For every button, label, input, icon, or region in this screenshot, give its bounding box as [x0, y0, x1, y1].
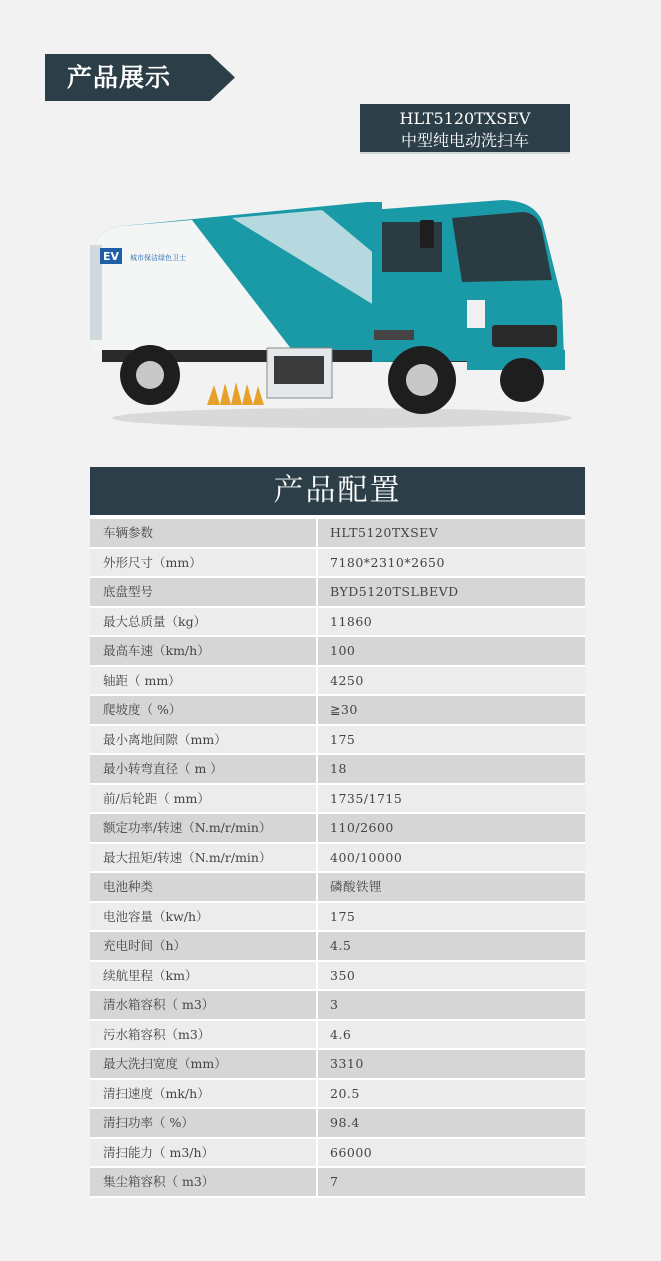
spec-param-name: 最大扭矩/转速（N.m/r/min）: [90, 844, 318, 872]
table-row: [90, 519, 585, 549]
model-name: 中型纯电动洗扫车: [400, 131, 529, 150]
spec-param-value: 3: [318, 991, 585, 1019]
spec-param-value: 350: [318, 962, 585, 990]
table-row: [90, 608, 585, 638]
spec-param-name: 续航里程（km）: [90, 962, 318, 990]
spec-param-name: 前/后轮距（ mm）: [90, 785, 318, 813]
truck-slogan: 城市保洁绿色卫士: [130, 254, 186, 262]
table-row: [90, 637, 585, 667]
spec-param-value: 400/10000: [318, 844, 585, 872]
spec-param-value: 4.5: [318, 932, 585, 960]
table-row: [90, 873, 585, 903]
spec-param-value: 20.5: [318, 1080, 585, 1108]
spec-param-name: 最小转弯直径（ m ）: [90, 755, 318, 783]
spec-title: 产品配置: [90, 467, 585, 519]
table-row: [90, 667, 585, 697]
table-row: [90, 1109, 585, 1139]
table-row: [90, 903, 585, 933]
spec-param-name: 额定功率/转速（N.m/r/min）: [90, 814, 318, 842]
spec-table: [90, 467, 585, 1198]
spec-param-value: 11860: [318, 608, 585, 636]
truck-windshield: [452, 212, 552, 282]
spec-param-value: HLT5120TXSEV: [318, 519, 585, 547]
spec-param-name: 集尘箱容积（ m3）: [90, 1168, 318, 1196]
spec-param-value: 175: [318, 903, 585, 931]
spec-param-value: 7: [318, 1168, 585, 1196]
table-row: [90, 1050, 585, 1080]
truck-image: [82, 190, 582, 440]
table-row: [90, 844, 585, 874]
spec-param-value: 4.6: [318, 1021, 585, 1049]
truck-logo: EV: [102, 250, 120, 263]
spec-param-name: 底盘型号: [90, 578, 318, 606]
table-row: [90, 991, 585, 1021]
table-row: [90, 1139, 585, 1169]
spec-param-name: 最大总质量（kg）: [90, 608, 318, 636]
table-row: [90, 1021, 585, 1051]
section-banner: [45, 54, 235, 101]
table-row: [90, 726, 585, 756]
spec-param-name: 充电时间（h）: [90, 932, 318, 960]
truck-mirror: [420, 220, 434, 248]
spec-param-name: 轴距（ mm）: [90, 667, 318, 695]
truck-shadow: [112, 408, 572, 428]
spec-param-value: 175: [318, 726, 585, 754]
spec-param-value: 3310: [318, 1050, 585, 1078]
truck-front-wheel-2: [500, 358, 544, 402]
spec-param-value: 110/2600: [318, 814, 585, 842]
truck-brush: [207, 382, 264, 405]
spec-param-value: BYD5120TSLBEVD: [318, 578, 585, 606]
spec-param-value: 100: [318, 637, 585, 665]
spec-param-value: 98.4: [318, 1109, 585, 1137]
table-row: [90, 1168, 585, 1198]
spec-param-name: 最小离地间隙（mm）: [90, 726, 318, 754]
spec-param-name: 最高车速（km/h）: [90, 637, 318, 665]
table-row: [90, 962, 585, 992]
table-row: [90, 549, 585, 579]
spec-param-name: 电池种类: [90, 873, 318, 901]
spec-param-name: 电池容量（kw/h）: [90, 903, 318, 931]
spec-param-name: 清水箱容积（ m3）: [90, 991, 318, 1019]
table-row: [90, 755, 585, 785]
spec-rows: [90, 519, 585, 1198]
spec-param-name: 爬坡度（ %）: [90, 696, 318, 724]
table-row: [90, 814, 585, 844]
spec-param-name: 清扫功率（ %）: [90, 1109, 318, 1137]
section-title: 产品展示: [67, 63, 172, 92]
spec-param-name: 车辆参数: [90, 519, 318, 547]
model-label: [360, 104, 570, 154]
truck-headlight: [467, 300, 485, 328]
spec-param-value: 66000: [318, 1139, 585, 1167]
model-code: HLT5120TXSEV: [399, 109, 531, 128]
spec-param-name: 清扫速度（mk/h）: [90, 1080, 318, 1108]
truck-grille: [492, 325, 557, 347]
spec-param-name: 清扫能力（ m3/h）: [90, 1139, 318, 1167]
spec-param-name: 最大洗扫宽度（mm）: [90, 1050, 318, 1078]
table-row: [90, 696, 585, 726]
table-row: [90, 578, 585, 608]
spec-param-value: 1735/1715: [318, 785, 585, 813]
table-row: [90, 1080, 585, 1110]
spec-param-value: 磷酸铁锂: [318, 873, 585, 901]
spec-param-name: 污水箱容积（m3）: [90, 1021, 318, 1049]
spec-param-value: 7180*2310*2650: [318, 549, 585, 577]
table-row: [90, 932, 585, 962]
spec-param-name: 外形尺寸（mm）: [90, 549, 318, 577]
table-row: [90, 785, 585, 815]
spec-param-value: 4250: [318, 667, 585, 695]
spec-param-value: 18: [318, 755, 585, 783]
spec-param-value: ≧30: [318, 696, 585, 724]
